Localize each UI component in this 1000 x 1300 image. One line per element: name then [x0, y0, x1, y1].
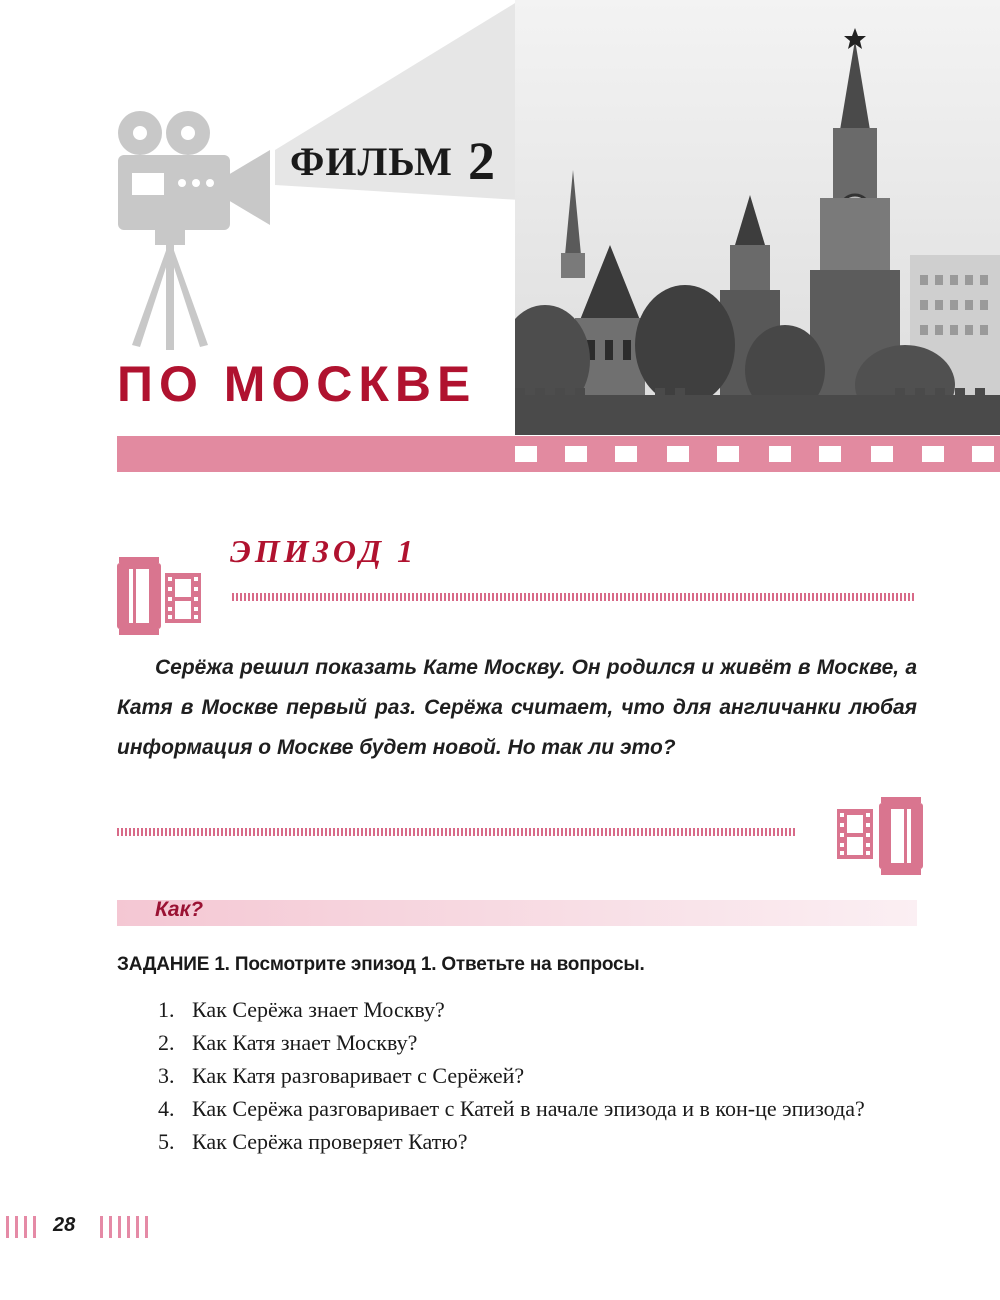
film-reel-icon [117, 555, 207, 635]
question-number: 3. [158, 1063, 175, 1088]
film-strip-hole [871, 446, 893, 462]
section-bar [117, 900, 917, 926]
question-text: Как Катя знает Москву? [192, 1030, 418, 1055]
list-item [158, 1059, 928, 1092]
page-ticks-right [100, 1216, 148, 1238]
film-strip-hole [922, 446, 944, 462]
question-number: 4. [158, 1096, 175, 1121]
film-strip-band [117, 436, 1000, 472]
page-ticks-left [6, 1216, 36, 1238]
question-text: Как Серёжа проверяет Катю? [192, 1129, 468, 1154]
episode-intro-text: Серёжа решил показать Кате Москву. Он родился и живёт в Москве, а Катя в Москве первый раз. Серёжа считает, что для англичанки любая информация о Москве будет новой. Но так ли это? [117, 656, 917, 759]
page-number: 28 [53, 1214, 76, 1236]
section-label: Как? [155, 898, 204, 921]
episode-title: ЭПИЗОД 1 [230, 533, 418, 569]
film-reel-icon [833, 795, 923, 875]
question-list [158, 993, 928, 1158]
film-strip-hole [819, 446, 841, 462]
task-label: ЗАДАНИЕ 1. [117, 954, 230, 975]
question-number: 5. [158, 1129, 175, 1154]
dotted-divider [232, 593, 916, 601]
question-text: Как Катя разговаривает с Серёжей? [192, 1063, 525, 1088]
film-strip-hole [565, 446, 587, 462]
film-strip-hole [515, 446, 537, 462]
page-title: ПО МОСКВЕ [117, 356, 477, 412]
film-label: ФИЛЬМ [290, 139, 453, 184]
task-heading [117, 954, 645, 976]
film-strip-hole [717, 446, 739, 462]
question-text: Как Серёжа знает Москву? [192, 997, 445, 1022]
list-item [158, 993, 928, 1026]
film-strip-hole [769, 446, 791, 462]
kremlin-photo [515, 0, 1000, 435]
question-number: 1. [158, 997, 175, 1022]
list-item [158, 1092, 928, 1125]
film-strip-hole [615, 446, 637, 462]
dotted-divider [117, 828, 797, 836]
list-item [158, 1026, 928, 1059]
film-projector-icon [110, 105, 290, 365]
film-strip-hole [972, 446, 994, 462]
film-strip-hole [667, 446, 689, 462]
task-instruction: Посмотрите эпизод 1. Ответьте на вопросы. [234, 954, 645, 975]
film-number: 2 [468, 131, 495, 191]
question-text: Как Серёжа разговаривает с Катей в начале эпизода и в кон-це эпизода? [192, 1096, 865, 1121]
question-number: 2. [158, 1030, 175, 1055]
episode-intro [117, 648, 917, 768]
list-item [158, 1125, 928, 1158]
